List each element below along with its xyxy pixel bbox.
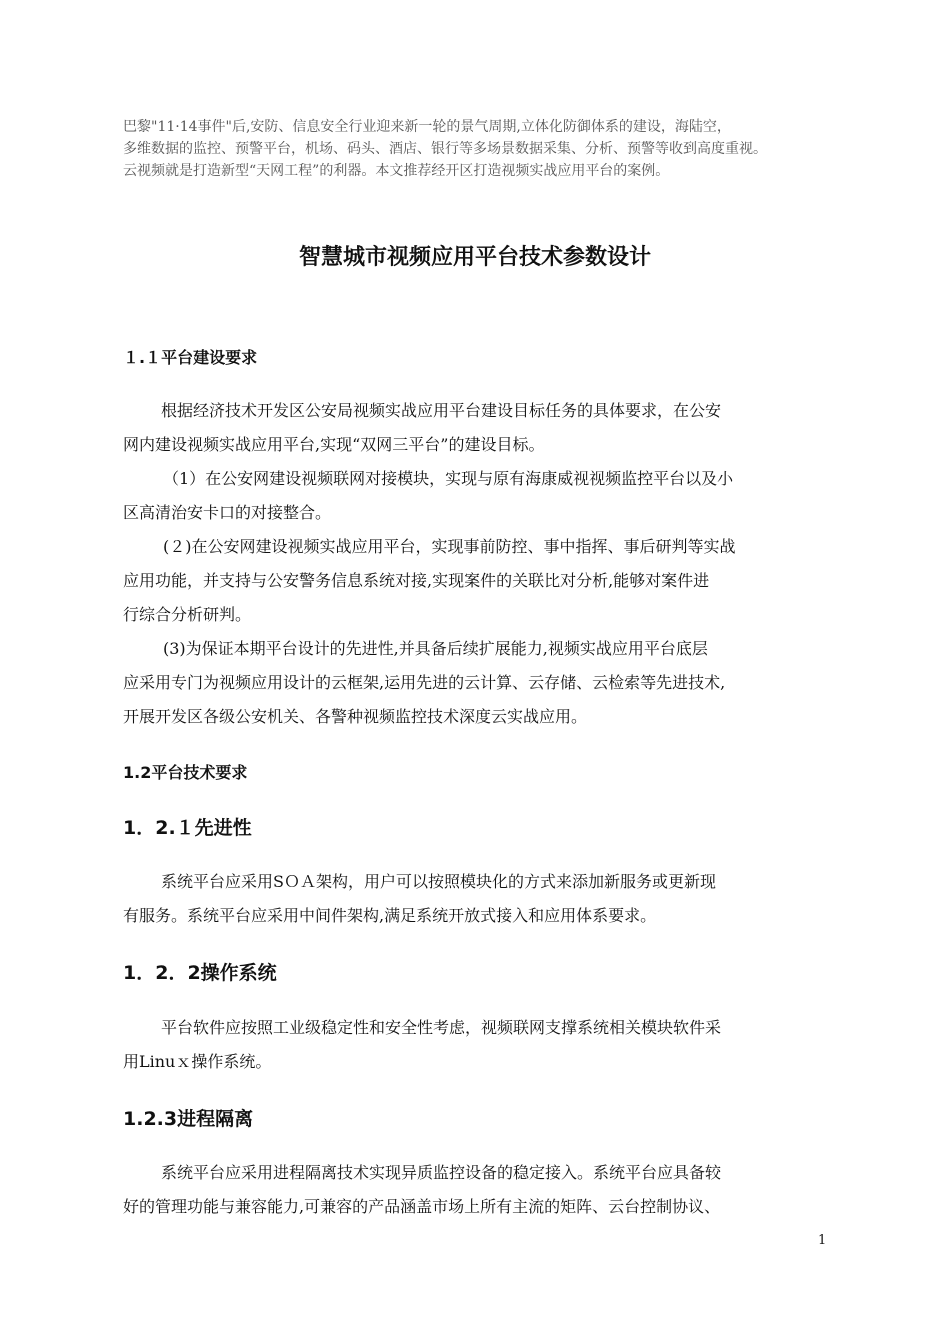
text-line: （1）在公安网建设视频联网对接模块，实现与原有海康威视视频监控平台以及小 (163, 469, 734, 488)
text-line: 平台软件应按照工业级稳定性和安全性考虑，视频联网支撑系统相关模块软件采 (161, 1018, 722, 1037)
paragraph-1-1-item-3 (123, 632, 828, 734)
heading-1-1: １.１平台建设要求 (123, 348, 258, 367)
heading-1-2-1: 1．2.１先进性 (123, 817, 252, 839)
text-line: 应用功能，并支持与公安警务信息系统对接,实现案件的关联比对分析,能够对案件进 (123, 571, 710, 590)
text-line: 行综合分析研判。 (123, 605, 252, 624)
text-line: 有服务。系统平台应采用中间件架构,满足系统开放式接入和应用体系要求。 (123, 906, 657, 925)
page-number: 1 (818, 1233, 827, 1248)
document-title: 智慧城市视频应用平台技术参数设计 (298, 245, 651, 270)
text-line: 系统平台应采用进程隔离技术实现异质监控设备的稳定接入。系统平台应具备较 (161, 1163, 722, 1182)
text-line: 系统平台应采用SＯＡ架构，用户可以按照模块化的方式来添加新服务或更新现 (161, 872, 716, 891)
heading-1-2-3: 1.2.3进程隔离 (123, 1108, 254, 1130)
paragraph-1-1-intro (123, 394, 828, 462)
text-line: (２)在公安网建设视频实战应用平台，实现事前防控、事中指挥、事后研判等实战 (163, 537, 736, 556)
heading-1-2-2: 1．2．2操作系统 (123, 962, 277, 984)
paragraph-1-1-item-2 (123, 530, 828, 632)
intro-abstract (123, 116, 838, 182)
intro-line: 云视频就是打造新型“天网工程”的利器。本文推荐经开区打造视频实战应用平台的案例。 (123, 163, 670, 179)
heading-1-2: 1.2平台技术要求 (123, 763, 248, 782)
text-line: 应采用专门为视频应用设计的云框架,运用先进的云计算、云存储、云检索等先进技术, (123, 673, 726, 692)
text-line: (3)为保证本期平台设计的先进性,并具备后续扩展能力,视频实战应用平台底层 (163, 639, 708, 658)
text-line: 区高清治安卡口的对接整合。 (123, 503, 332, 522)
text-line: 好的管理功能与兼容能力,可兼容的产品涵盖市场上所有主流的矩阵、云台控制协议、 (123, 1197, 721, 1216)
text-line: 根据经济技术开发区公安局视频实战应用平台建设目标任务的具体要求，在公安 (161, 401, 722, 420)
paragraph-1-1-item-1 (123, 462, 828, 530)
intro-line: 巴黎"11·14事件"后,安防、信息安全行业迎来新一轮的景气周期,立体化防御体系的建设，海陆空， (123, 119, 731, 135)
paragraph-1-2-3 (123, 1156, 828, 1224)
text-line: 网内建设视频实战应用平台,实现“双网三平台”的建设目标。 (123, 435, 545, 454)
paragraph-1-2-2 (123, 1011, 828, 1079)
intro-line: 多维数据的监控、预警平台，机场、码头、酒店、银行等多场景数据采集、分析、预警等收到高度重视。 (123, 141, 767, 157)
text-line: 用Linuｘ操作系统。 (123, 1052, 272, 1071)
text-line: 开展开发区各级公安机关、各警种视频监控技术深度云实战应用。 (123, 707, 588, 726)
paragraph-1-2-1 (123, 865, 828, 933)
